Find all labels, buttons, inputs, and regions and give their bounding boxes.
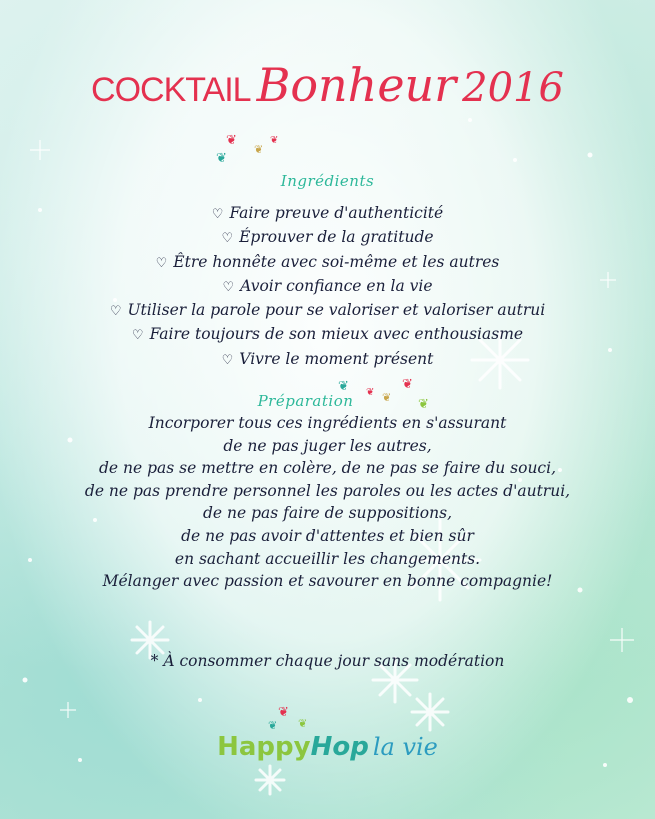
logo-hop: Hop (310, 732, 369, 762)
butterfly-icon: ❦ (270, 135, 279, 146)
list-item: ♡ Vivre le moment présent (221, 349, 434, 368)
butterfly-icon: ❦ (418, 397, 429, 412)
butterfly-icon: ❦ (402, 377, 413, 392)
list-item: ♡ Faire toujours de son mieux avec enthousiasme (131, 325, 524, 344)
list-item: de ne pas avoir d'attentes et bien sûr (181, 526, 474, 545)
ingredients-heading: Ingrédients (280, 172, 375, 190)
list-item: de ne pas faire de suppositions, (202, 504, 453, 523)
logo-happy: Happy (217, 732, 311, 762)
list-item: Incorporer tous ces ingrédients en s'assurant (148, 414, 507, 432)
list-item: en sachant accueillir les changements. (174, 549, 481, 568)
title-bonheur: Bonheur (256, 58, 457, 112)
heart-icon: ♡ (109, 304, 122, 320)
butterfly-icon: ❦ (216, 151, 227, 166)
butterfly-icon: ❦ (268, 719, 278, 732)
heart-icon: ♡ (155, 255, 168, 271)
heart-icon: ♡ (221, 231, 234, 247)
title-year: 2016 (462, 65, 564, 111)
list-item: ♡ Avoir confiance en la vie (222, 276, 433, 295)
preparation-heading: Préparation (257, 392, 354, 410)
logo-lavie: la vie (372, 733, 438, 761)
list-item: de ne pas se mettre en colère, de ne pas se faire du souci, (98, 459, 556, 478)
page-title (0, 58, 655, 112)
list-item: Mélanger avec passion et savourer en bonne compagnie! (102, 572, 553, 591)
butterfly-icon: ❦ (382, 391, 392, 404)
list-item: ♡ Être honnête avec soi-même et les autres (155, 252, 500, 271)
butterfly-cluster-top (214, 134, 284, 170)
butterfly-icon: ❦ (254, 143, 264, 156)
preparation-text (0, 412, 655, 593)
happyhop-logo (0, 732, 655, 762)
butterfly-icon: ❦ (338, 379, 349, 394)
list-item: de ne pas juger les autres, (223, 436, 432, 455)
heart-icon: ♡ (221, 352, 234, 368)
title-cocktail: COCKTAIL (91, 71, 251, 109)
list-item: de ne pas prendre personnel les paroles ou les actes d'autrui, (84, 481, 571, 500)
list-item: ♡ Éprouver de la gratitude (221, 228, 434, 247)
list-item: ♡ Utiliser la parole pour se valoriser et valoriser autrui (109, 301, 546, 320)
heart-icon: ♡ (222, 279, 235, 295)
ingredients-list (0, 202, 655, 372)
list-item: ♡ Faire preuve d'authenticité (211, 204, 444, 222)
butterfly-icon: ❦ (366, 387, 375, 398)
consumption-note: * À consommer chaque jour sans modération (150, 652, 505, 670)
heart-icon: ♡ (211, 207, 224, 222)
butterfly-icon: ❦ (298, 717, 308, 730)
heart-icon: ♡ (131, 328, 144, 344)
butterfly-icon: ❦ (226, 133, 237, 148)
butterfly-icon: ❦ (278, 705, 289, 720)
